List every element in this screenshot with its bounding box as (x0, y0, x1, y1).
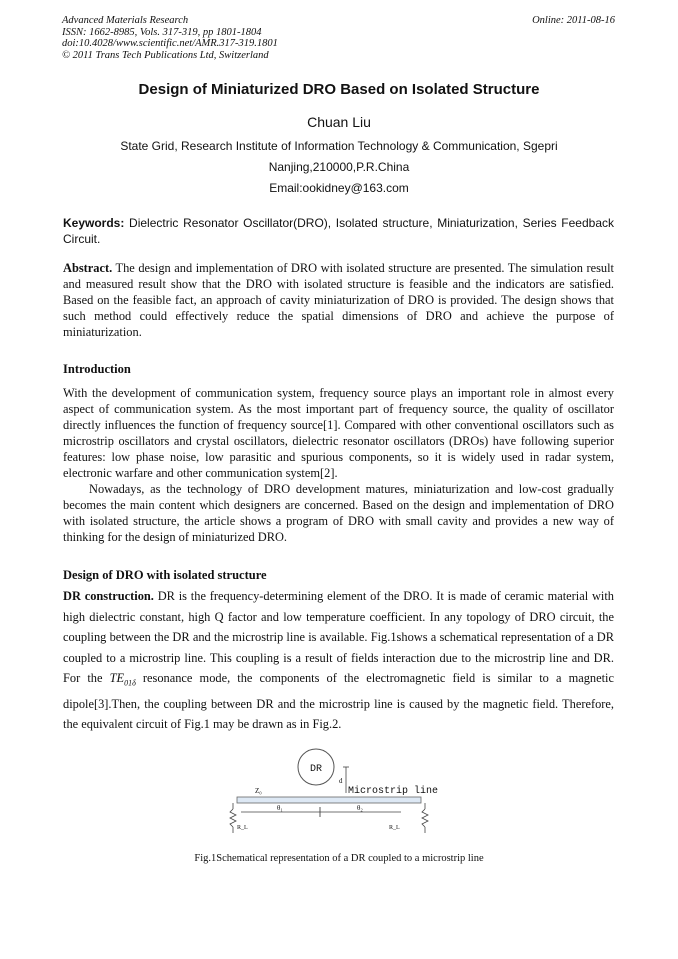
doi-line: doi:10.4028/www.scientific.net/AMR.317-319.1801 (62, 38, 278, 49)
dr-text-part-1: DR is the frequency-determining element of the DRO. It is made of ceramic material with high dielectric constant, high Q factor and low temperature coefficient. In any topology of DRO circuit, the coupling between the DR and the microstrip line is available. Fig.1shows a schematical representation of a DR coupled to a microstrip line. This coupling is a result of fields interaction due to the microstrip line and DR. For the (63, 589, 614, 685)
abstract-text: The design and implementation of DRO with isolated structure are presented. The simulation result and measured result show that the DRO with isolated structure is feasible and the indicators are satisfied. Based on the feasible fact, an approach of cavity miniaturization of DRO is provided. The design shows that such method could effectively reduce the spatial dimensions of DRO and achieve the purpose of miniaturization. (63, 261, 614, 339)
introduction-paragraph-1: With the development of communication system, frequency source plays an important role in almost every aspect of communication system. As the most important part of frequency source, the quality of oscillator directly influences the function of frequency source[1]. Compared with other conventional oscillators such as microstrip oscillators and crystal oscillators, dielectric resonator oscillators (DROs) have following superior features: low phase noise, low parasitic and spurious components, so it is widely used in radar system, electronic warfare and other communication system[2]. (63, 386, 614, 480)
theta1-label: θ₁ (277, 804, 283, 812)
figure-1-caption: Fig.1Schematical representation of a DR coupled to a microstrip line (194, 853, 484, 864)
journal-name: Advanced Materials Research (62, 15, 189, 26)
design-heading: Design of DRO with isolated structure (63, 568, 267, 582)
copyright-line: © 2011 Trans Tech Publications Ltd, Switzerland (62, 49, 269, 61)
paper-title: Design of Miniaturized DRO Based on Isolated Structure (138, 81, 540, 98)
load-resistor-left (230, 809, 236, 827)
abstract-label: Abstract. (63, 261, 113, 275)
author-name: Chuan Liu (307, 114, 371, 130)
rl-left-label: R_L (237, 825, 248, 831)
distance-d-label: d (339, 777, 343, 785)
load-resistor-right (422, 809, 428, 827)
introduction-paragraph-2: Nowadays, as the technology of DRO development matures, miniaturization and low-cost gradually becomes the main content which designers are concerned. Based on the design and implementation of DRO with isolated structure, the article shows a program of DRO with small cavity and provides a new way of thinking for the design of miniaturized DRO. (63, 482, 614, 544)
theta2-label: θ₂ (357, 804, 363, 812)
keywords-block (63, 215, 614, 247)
affiliation-line-1: State Grid, Research Institute of Information Technology & Communication, Sgepri (120, 139, 558, 153)
journal-meta (62, 15, 278, 61)
abstract (63, 260, 614, 340)
z0-label: Z₀ (255, 787, 262, 795)
dr-construction-label: DR construction. (63, 589, 154, 603)
online-date: Online: 2011-08-16 (532, 15, 615, 26)
affiliation-line-2: Nanjing,210000,P.R.China (268, 160, 410, 174)
rl-right-label: R_L (389, 825, 400, 831)
author-email[interactable]: Email:ookidney@163.com (269, 181, 409, 195)
microstrip-label: Microstrip line (348, 786, 439, 797)
figure-1-schematic (225, 745, 445, 845)
keywords-text: Dielectric Resonator Oscillator(DRO), Isolated structure, Miniaturization, Series Feedback Circuit. (63, 216, 614, 246)
dr-label: DR (309, 764, 323, 775)
mode-subscript: 01δ (124, 678, 136, 688)
introduction-heading: Introduction (63, 362, 131, 376)
microstrip-line (237, 797, 421, 803)
dr-construction-paragraph (63, 586, 614, 735)
mode-te: TE (109, 671, 125, 685)
keywords-label: Keywords: (63, 216, 125, 230)
issn-line: ISSN: 1662-8985, Vols. 317-319, pp 1801-1804 (62, 26, 262, 38)
dr-text-part-2: resonance mode, the components of the electromagnetic field is similar to a magnetic dipole[3].Then, the coupling between DR and the microstrip line is caused by the magnetic field. Therefore, the equivalent circuit of Fig.1 may be drawn as in Fig.2. (63, 671, 615, 732)
